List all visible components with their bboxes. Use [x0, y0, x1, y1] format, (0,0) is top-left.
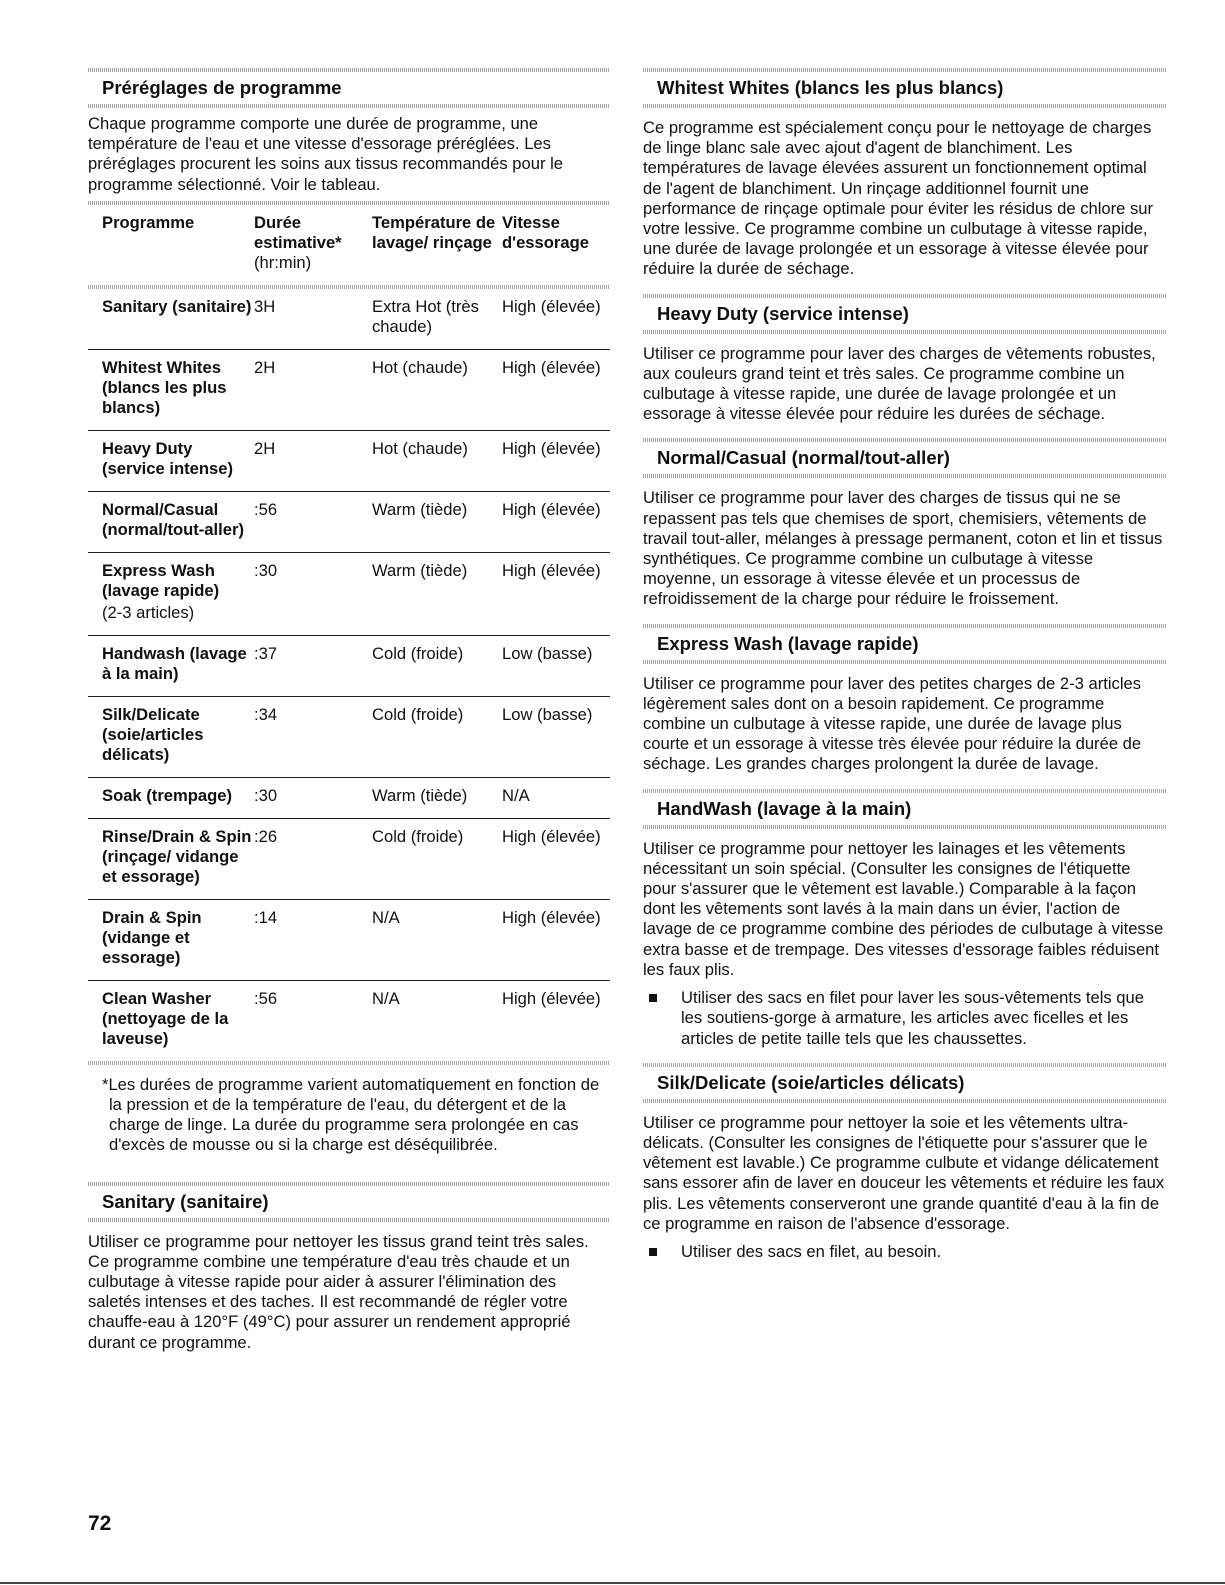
program-temperature: [372, 899, 502, 980]
presets-intro: Chaque programme comporte une durée de programme, une température de l'eau et une vitesse d'essorage préréglées. Les préréglages procurent les soins aux tissus recommandés pour le programme sélectionné. Voir le tableau.: [88, 114, 564, 194]
divider: [643, 104, 1167, 108]
program-temperature: [372, 491, 502, 552]
program-duration: [254, 491, 372, 552]
header-duration: [254, 205, 372, 285]
divider: [88, 1061, 610, 1065]
header-duration-unit: (hr:min): [254, 252, 312, 272]
table-row: [88, 552, 610, 635]
program-spin-text: High (élevée): [502, 826, 601, 846]
program-temperature-text: Cold (froide): [372, 704, 464, 724]
program-duration-text: :14: [254, 907, 278, 927]
section-heading: Whitest Whites (blancs les plus blancs): [657, 77, 1004, 98]
program-temperature-text: Hot (chaude): [372, 438, 468, 458]
program-spin-text: High (élevée): [502, 357, 601, 377]
program-section: [643, 624, 1167, 775]
program-spin-text: High (élevée): [502, 296, 601, 316]
program-duration-text: :26: [254, 826, 278, 846]
program-duration-text: :30: [254, 560, 278, 580]
header-duration-label: Durée estimative*: [254, 212, 342, 252]
program-temperature: [372, 289, 502, 350]
program-spin: [502, 899, 610, 980]
program-duration: [254, 777, 372, 818]
program-duration-text: 2H: [254, 438, 276, 458]
program-name: [88, 980, 254, 1061]
program-temperature: [372, 696, 502, 777]
program-name: [88, 635, 254, 696]
table-row: [88, 777, 610, 818]
program-spin: [502, 635, 610, 696]
program-duration-text: :34: [254, 704, 278, 724]
program-spin-text: High (élevée): [502, 438, 601, 458]
program-spin: [502, 430, 610, 491]
program-duration-text: :56: [254, 988, 278, 1008]
program-duration: [254, 818, 372, 899]
program-duration: [254, 635, 372, 696]
divider: [643, 68, 1167, 72]
bullet-item: [643, 1242, 1167, 1262]
divider: [88, 68, 610, 72]
table-row: [88, 349, 610, 430]
program-name: [88, 430, 254, 491]
program-duration-text: :56: [254, 499, 278, 519]
program-section: [643, 294, 1167, 425]
table-header-row: [88, 205, 610, 285]
program-temperature: [372, 430, 502, 491]
divider: [88, 1182, 610, 1186]
program-duration: [254, 899, 372, 980]
sanitary-text: Utiliser ce programme pour nettoyer les tissus grand teint très sales. Ce programme combine une température d'eau très chaude et un culbutage à vitesse rapide pour aider à assurer l'élimination des saletés intenses et des taches. Il est recommandé de régler votre chauffe-eau à 120°F (49°C) pour assurer un rendement approprié durant ce programme.: [88, 1231, 589, 1352]
divider: [643, 330, 1167, 334]
program-duration-text: :30: [254, 785, 278, 805]
presets-table: [88, 205, 610, 1061]
page-number: 72: [88, 1512, 112, 1535]
program-name: [88, 899, 254, 980]
divider: [643, 438, 1167, 442]
program-section: [643, 438, 1167, 609]
program-name-text: Clean Washer (nettoyage de la laveuse): [102, 988, 229, 1048]
section-text: Utiliser ce programme pour laver des petites charges de 2-3 articles légèrement sales dont on a besoin rapidement. Ce programme combine un culbutage à vitesse rapide, une durée de lavage plus courte et un essorage à vitesse très élevée pour réduire la durée de séchage. Les grandes charges prolongent la durée de lavage.: [643, 673, 1142, 774]
program-spin: [502, 696, 610, 777]
program-name-text: Drain & Spin (vidange et essorage): [102, 907, 202, 967]
program-name-text: Silk/Delicate (soie/articles délicats): [102, 704, 204, 764]
bullet-square-icon: [649, 994, 657, 1002]
bullet-square-icon: [649, 1248, 657, 1256]
program-spin: [502, 349, 610, 430]
header-program: Programme: [102, 212, 195, 232]
program-spin-text: Low (basse): [502, 704, 593, 724]
program-name: [88, 349, 254, 430]
program-spin-text: Low (basse): [502, 643, 593, 663]
program-section: [643, 68, 1167, 280]
program-duration: [254, 289, 372, 350]
program-temperature: [372, 635, 502, 696]
section-text: Utiliser ce programme pour nettoyer les lainages et les vêtements nécessitant un soin spécial. (Consulter les consignes de l'étiquette pour s'assurer que le vêtement est lavable.) Comparable à la façon dont les vêtements sont lavés à la main dans un évier, l'action de lavage de ce programme combine des périodes de culbutage à vitesse extra basse et de trempage. Des vitesses d'essorage faibles réduisent les faux plis.: [643, 838, 1164, 979]
program-spin: [502, 552, 610, 635]
program-section: [643, 1063, 1167, 1262]
program-duration: [254, 552, 372, 635]
table-row: [88, 818, 610, 899]
program-name-text: Normal/Casual (normal/tout-aller): [102, 499, 244, 539]
program-duration: [254, 349, 372, 430]
program-spin-text: High (élevée): [502, 988, 601, 1008]
program-temperature: [372, 552, 502, 635]
program-name-text: Express Wash (lavage rapide): [102, 560, 220, 600]
program-name: [88, 289, 254, 350]
bottom-border: [0, 1582, 1225, 1584]
program-name: [88, 818, 254, 899]
program-name-text: Soak (trempage): [102, 785, 233, 805]
program-note: (2-3 articles): [102, 602, 195, 622]
bullet-item: [643, 988, 1167, 1049]
program-temperature-text: Cold (froide): [372, 826, 464, 846]
program-temperature-text: Warm (tiède): [372, 499, 468, 519]
divider: [643, 789, 1167, 793]
program-temperature: [372, 818, 502, 899]
program-temperature-text: N/A: [372, 988, 400, 1008]
section-text: Utiliser ce programme pour laver des charges de vêtements robustes, aux couleurs grand teint et très sales. Ce programme combine un culbutage à vitesse rapide, une durée de lavage prolongée et un essorage à vitesse élevée pour réduire les durées de séchage.: [643, 343, 1156, 424]
divider: [643, 474, 1167, 478]
divider: [88, 1218, 610, 1222]
divider: [643, 660, 1167, 664]
program-temperature-text: Warm (tiède): [372, 785, 468, 805]
footnote: *Les durées de programme varient automatiquement en fonction de la pression et de la température de l'eau, du détergent et de la charge de linge. La durée du programme sera prolongée en cas d'excès de mousse ou si la charge est déséquilibrée.: [102, 1074, 600, 1155]
program-temperature: [372, 777, 502, 818]
divider: [643, 1099, 1167, 1103]
left-column: [88, 68, 610, 1353]
header-spin: Vitesse d'essorage: [502, 212, 589, 252]
right-column: [643, 68, 1167, 1262]
table-row: [88, 289, 610, 350]
program-temperature: [372, 349, 502, 430]
program-name: [88, 491, 254, 552]
section-heading: Express Wash (lavage rapide): [657, 632, 919, 654]
program-name: [88, 552, 254, 635]
divider: [643, 825, 1167, 829]
table-row: [88, 899, 610, 980]
presets-heading: Préréglages de programme: [102, 77, 342, 98]
program-name-text: Sanitary (sanitaire): [102, 296, 252, 316]
program-spin-text: High (élevée): [502, 499, 601, 519]
program-temperature-text: N/A: [372, 907, 400, 927]
section-heading: Normal/Casual (normal/tout-aller): [657, 447, 950, 469]
table-body: [88, 289, 610, 1061]
program-name-text: Handwash (lavage à la main): [102, 643, 247, 683]
program-duration: [254, 696, 372, 777]
table-row: [88, 430, 610, 491]
bullet-text: Utiliser des sacs en filet pour laver les sous-vêtements tels que les soutiens-gorge à armature, les articles avec ficelles et les articles de petite taille tels que les chaussettes.: [681, 988, 1144, 1048]
program-section: [643, 789, 1167, 1049]
program-temperature: [372, 980, 502, 1061]
program-spin: [502, 777, 610, 818]
divider: [643, 624, 1167, 628]
program-name: [88, 696, 254, 777]
program-name-text: Heavy Duty (service intense): [102, 438, 233, 478]
section-text: Utiliser ce programme pour nettoyer la soie et les vêtements ultra-délicats. (Consulter les consignes de l'étiquette pour s'assurer que le vêtement est lavable.) Ce programme culbute et vidange délicatement sans essorer afin de laver en douceur les vêtements et réduire les faux plis. Les vêtements conserveront une grande quantité d'eau à la fin de ce programme en raison de l'absence d'essorage.: [643, 1112, 1165, 1233]
program-spin: [502, 818, 610, 899]
divider: [88, 285, 610, 289]
program-duration: [254, 430, 372, 491]
program-duration-text: :37: [254, 643, 278, 663]
program-duration: [254, 980, 372, 1061]
header-temperature: Température de lavage/ rinçage: [372, 212, 496, 252]
program-spin-text: High (élevée): [502, 907, 601, 927]
section-heading: Heavy Duty (service intense): [657, 302, 909, 324]
divider: [88, 104, 610, 108]
program-temperature-text: Extra Hot (très chaude): [372, 296, 479, 336]
table-row: [88, 635, 610, 696]
divider: [643, 294, 1167, 298]
section-heading: Silk/Delicate (soie/articles délicats): [657, 1071, 965, 1093]
program-name-text: Whitest Whites (blancs les plus blancs): [102, 357, 227, 417]
divider: [643, 1063, 1167, 1067]
program-duration-text: 3H: [254, 296, 276, 316]
program-temperature-text: Warm (tiède): [372, 560, 468, 580]
program-duration-text: 2H: [254, 357, 276, 377]
sanitary-heading: Sanitary (sanitaire): [102, 1190, 269, 1212]
program-spin-text: N/A: [502, 785, 530, 805]
program-spin: [502, 491, 610, 552]
program-name-text: Rinse/Drain & Spin (rinçage/ vidange et essorage): [102, 826, 252, 886]
bullet-text: Utiliser des sacs en filet, au besoin.: [681, 1241, 942, 1261]
program-temperature-text: Hot (chaude): [372, 357, 468, 377]
table-row: [88, 491, 610, 552]
section-text: Ce programme est spécialement conçu pour le nettoyage de charges de linge blanc sale avec ajout d'agent de blanchiment. Les températures de lavage élevées assurent un fonctionnement optimal de l'agent de blanchiment. Un rinçage additionnel fournit une performance de rinçage optimale pour éviter les résidus de chlore sur votre lessive. Ce programme combine un culbutage à vitesse rapide, une durée de lavage prolongée et un essorage à vitesse élevée pour réduire la durée de séchage.: [643, 118, 1154, 279]
table-row: [88, 980, 610, 1061]
program-spin: [502, 980, 610, 1061]
table-row: [88, 696, 610, 777]
divider: [88, 201, 610, 205]
program-temperature-text: Cold (froide): [372, 643, 464, 663]
section-heading: HandWash (lavage à la main): [657, 797, 912, 819]
program-spin: [502, 289, 610, 350]
program-spin-text: High (élevée): [502, 560, 601, 580]
section-text: Utiliser ce programme pour laver des charges de tissus qui ne se repassent pas tels que chemises de sport, chemisiers, vêtements de travail tout-aller, mélanges à pressage permanent, coton et lin et tissus synthétiques. Ce programme combine un culbutage à vitesse moyenne, un essorage à vitesse élevée et un processus de refroidissement de la charge pour réduire le froissement.: [643, 488, 1163, 609]
program-name: [88, 777, 254, 818]
